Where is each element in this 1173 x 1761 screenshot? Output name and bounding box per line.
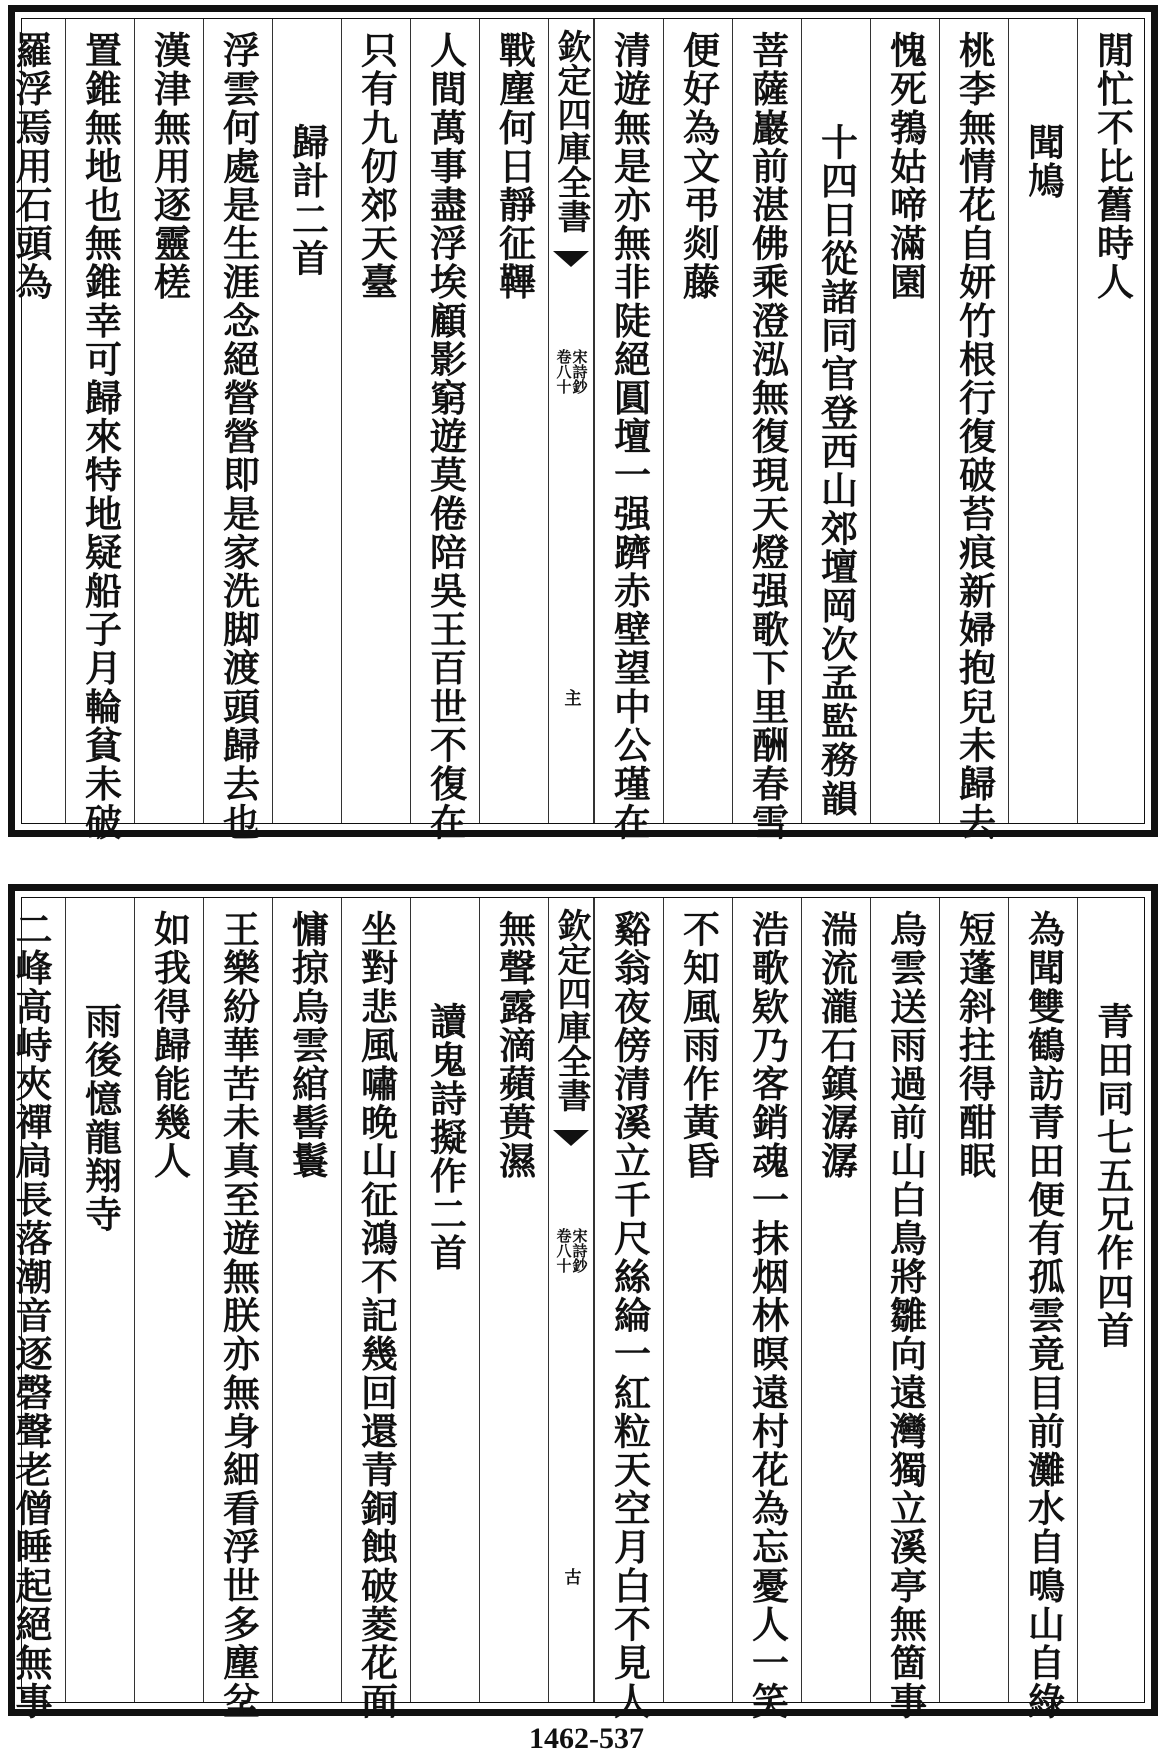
column (663, 19, 732, 823)
column-text: 烏雲送雨過前山白鳥將雛向遠灣獨立溪亭無箇事 (883, 910, 928, 1721)
page-2-columns (9, 897, 1145, 1721)
column (272, 898, 341, 1702)
column (341, 19, 410, 823)
column-text: 浮雲何處是生涯念絕營營即是家洗脚渡頭歸去也 (216, 31, 261, 842)
column (870, 898, 939, 1721)
fishtail-mark (553, 1130, 589, 1146)
poem-title: 讀鬼詩擬作二首 (423, 1002, 468, 1273)
column (1077, 898, 1146, 1702)
spine-book-info (556, 349, 587, 394)
fishtail-mark (553, 251, 589, 267)
poem-title: 青田同七五兄作四首 (1090, 1002, 1135, 1350)
column-text: 谿翁夜傍清溪立千尺絲綸一紅粒天空月白不見人 (607, 910, 652, 1721)
column-text: 無聲露滴蘋蒉濕 (492, 910, 537, 1181)
column (0, 19, 65, 823)
column (663, 898, 732, 1702)
column-text: 置錐無地也無錐幸可歸來特地疑船子月輪貧未破 (78, 31, 123, 842)
column-text: 便好為文弔剡藤 (676, 31, 721, 302)
spine-book-name: 宋詩鈔 (570, 1228, 589, 1273)
column-text: 愧死鵓姑啼滿園 (883, 31, 928, 302)
poem-title: 歸計二首 (285, 123, 330, 278)
column (203, 898, 272, 1721)
column (203, 19, 272, 842)
center-spine (548, 19, 594, 823)
column (1008, 898, 1077, 1721)
column (410, 898, 479, 1702)
column-text: 王樂紛華苦未真至遊無朕亦無身細看浮世多塵坌 (216, 910, 261, 1721)
column (801, 19, 870, 823)
poem-title: 十四日從諸同官登西山郊壇岡次孟監務韻 (814, 123, 859, 818)
column (1077, 19, 1146, 823)
poem-title: 聞鳩 (1021, 123, 1066, 201)
column-text: 浩歌欵乃客銷魂一抹烟林暝遠村花為忘憂人一笑 (745, 910, 790, 1721)
column (594, 19, 663, 842)
page-1 (8, 5, 1158, 842)
page-1-columns (9, 18, 1145, 842)
column (341, 898, 410, 1721)
column (732, 898, 801, 1721)
column (410, 19, 479, 842)
column-text: 菩薩巖前湛佛乘澄泓無復現天燈强歌下里酬春雪 (745, 31, 790, 842)
spine-title: 欽定四庫全書 (551, 29, 591, 233)
poem-title: 雨後憶龍翔寺 (78, 1002, 123, 1234)
column-text: 只有九仞郊天臺 (354, 31, 399, 302)
page-identifier: 1462-537 (529, 1722, 644, 1755)
spine-volume: 卷八十 (554, 349, 573, 394)
column (479, 19, 548, 823)
column (594, 898, 663, 1721)
column-text: 短蓬斜拄得酣眠 (952, 910, 997, 1181)
column (1008, 19, 1077, 823)
column-text: 湍流瀧石鎮潺潺 (814, 910, 859, 1181)
column-text: 桃李無情花自妍竹根行復破苔痕新婦抱兒未歸去 (952, 31, 997, 842)
center-spine (548, 898, 594, 1702)
column (479, 898, 548, 1702)
column-text: 慵掠烏雲綰髻鬟 (285, 910, 330, 1181)
spine-book-info (556, 1228, 587, 1273)
column-text: 漢津無用逐靈槎 (147, 31, 192, 302)
column-text: 清遊無是亦無非陡絕圓壇一强躋赤壁望中公瑾在 (607, 31, 652, 842)
spine-volume: 卷八十 (554, 1228, 573, 1273)
column (272, 19, 341, 823)
column (870, 19, 939, 823)
column-text: 如我得歸能幾人 (147, 910, 192, 1181)
column (939, 898, 1008, 1702)
column-text: 不知風雨作黃昏 (676, 910, 721, 1181)
column (134, 898, 203, 1702)
spine-page-number: 古 (560, 1568, 581, 1585)
column (65, 19, 134, 842)
column (0, 898, 65, 1721)
column-text: 為聞雙鶴訪青田便有孤雲竟目前灘水自鳴山自綠 (1021, 910, 1066, 1721)
column (801, 898, 870, 1702)
column-text: 坐對悲風嘯晚山征鴻不記幾回還青銅蝕破菱花面 (354, 910, 399, 1721)
column (65, 898, 134, 1702)
page-2 (8, 884, 1158, 1721)
spine-page-number: 主 (560, 689, 581, 706)
column-text: 二峰高峙夾禪扃長落潮音逐磬聲老僧睡起絕無事 (9, 910, 53, 1721)
column (732, 19, 801, 842)
spine-title: 欽定四庫全書 (551, 908, 591, 1112)
column-text: 人間萬事盡浮埃顧影窮遊莫倦陪吳王百世不復在 (423, 31, 468, 842)
column-text: 戰塵何日靜征鞸 (492, 31, 537, 302)
column-text: 閒忙不比舊時人 (1090, 31, 1135, 302)
spine-book-name: 宋詩鈔 (570, 349, 589, 394)
column (134, 19, 203, 823)
column-text: 羅浮焉用石頭為 (9, 31, 53, 302)
column (939, 19, 1008, 842)
